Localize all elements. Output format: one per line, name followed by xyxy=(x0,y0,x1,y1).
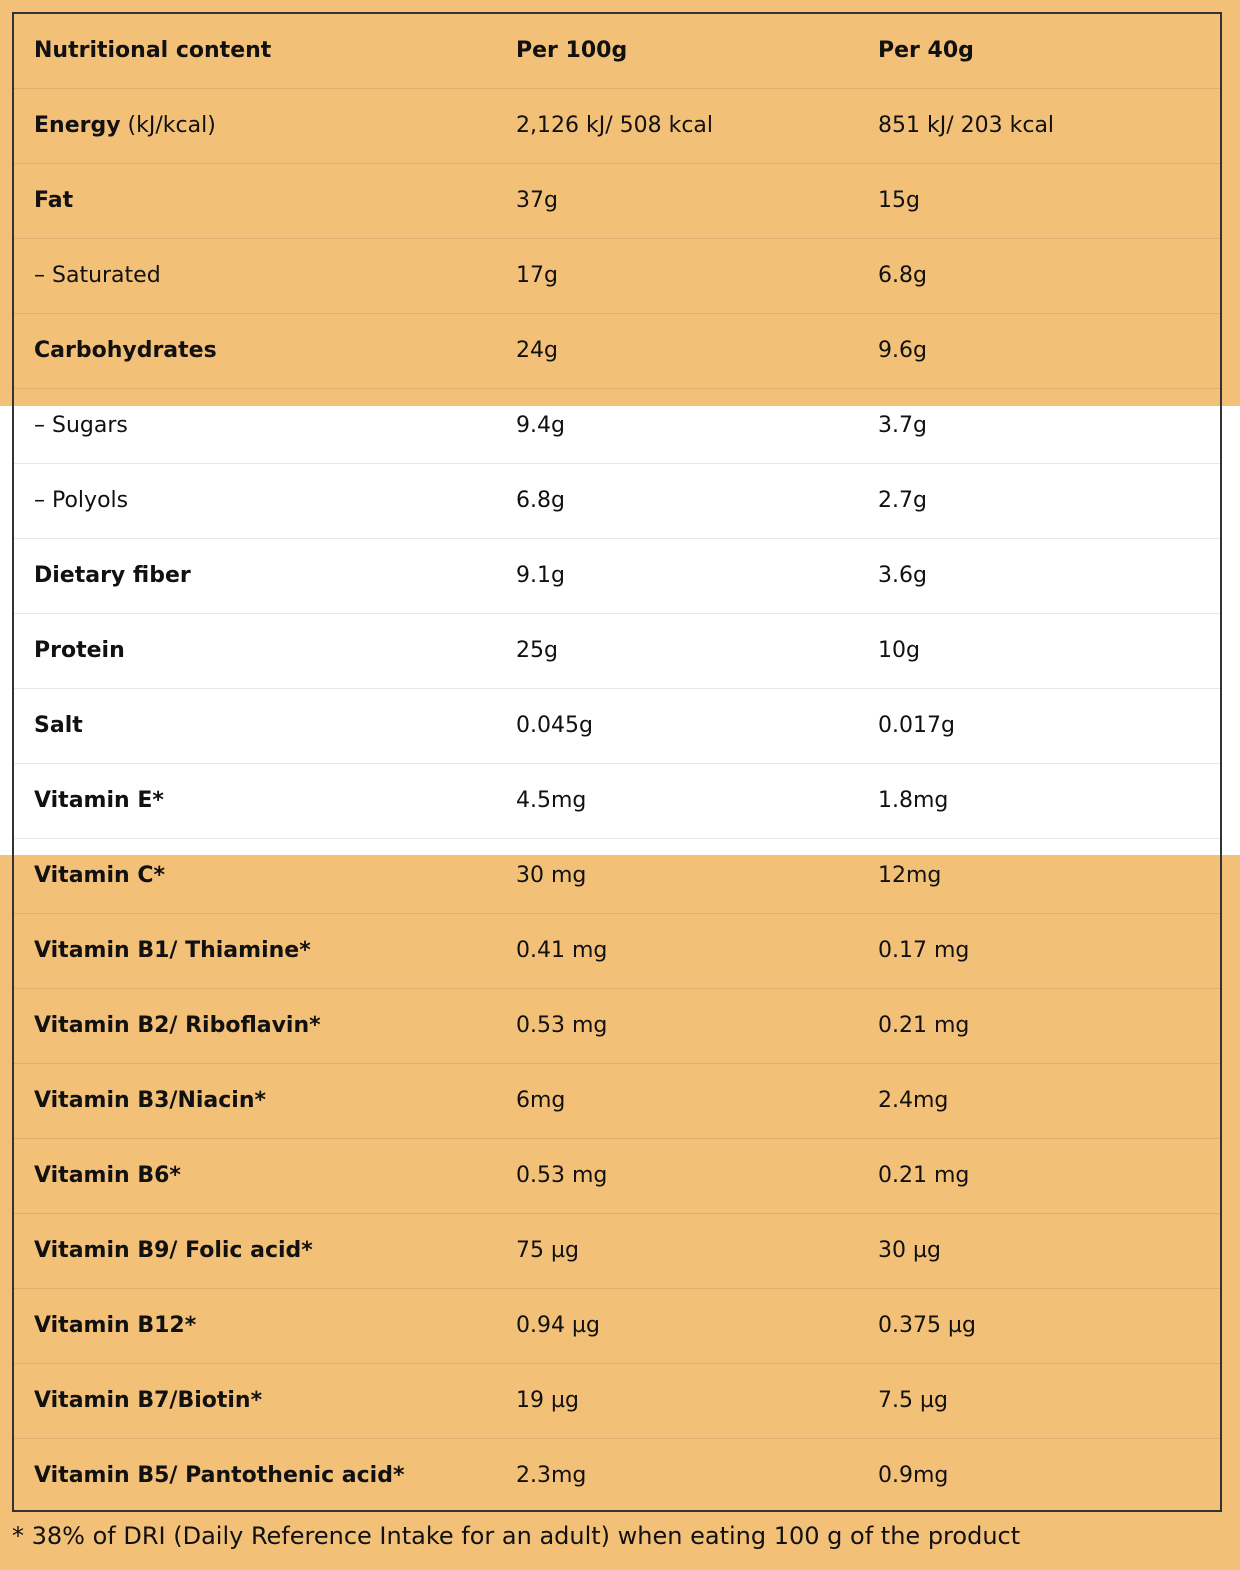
nutrient-name-bold: Vitamin B7/Biotin* xyxy=(34,1388,263,1413)
value-per-100g: 0.045g xyxy=(516,713,593,738)
value-per-100g: 24g xyxy=(516,338,558,363)
table-row xyxy=(14,1289,1220,1364)
value-per-40g: 0.9mg xyxy=(878,1463,949,1488)
table-row xyxy=(14,989,1220,1064)
nutrient-name-bold: Vitamin B5/ Pantothenic acid* xyxy=(34,1463,405,1488)
table-row xyxy=(14,614,1220,689)
table-row xyxy=(14,539,1220,614)
value-per-100g: 0.41 mg xyxy=(516,938,608,963)
value-per-40g: 9.6g xyxy=(878,338,927,363)
nutrient-name xyxy=(34,314,217,388)
header-per-40g: Per 40g xyxy=(878,38,974,63)
nutrient-name xyxy=(34,1139,181,1213)
value-per-40g: 3.6g xyxy=(878,563,927,588)
nutrient-name xyxy=(34,239,161,313)
nutrient-name-bold: Salt xyxy=(34,713,83,738)
table-row xyxy=(14,764,1220,839)
header-nutritional-content: Nutritional content xyxy=(34,38,272,63)
table-row xyxy=(14,1364,1220,1439)
table-row xyxy=(14,1214,1220,1289)
nutrient-name-bold: Vitamin B12* xyxy=(34,1313,197,1338)
nutrient-name-normal: – Polyols xyxy=(34,488,129,513)
value-per-100g: 17g xyxy=(516,263,558,288)
value-per-100g: 37g xyxy=(516,188,558,213)
table-row xyxy=(14,1439,1220,1514)
nutrient-name-bold: Vitamin B9/ Folic acid* xyxy=(34,1238,313,1263)
table-row xyxy=(14,239,1220,314)
nutrient-name-bold: Vitamin B1/ Thiamine* xyxy=(34,938,311,963)
nutrient-name-bold: Carbohydrates xyxy=(34,338,217,363)
value-per-40g: 2.4mg xyxy=(878,1088,949,1113)
table-row xyxy=(14,89,1220,164)
footnote: * 38% of DRI (Daily Reference Intake for an adult) when eating 100 g of the product xyxy=(12,1522,1021,1550)
nutrient-name-bold: Vitamin E* xyxy=(34,788,164,813)
header-per-100g: Per 100g xyxy=(516,38,628,63)
value-per-40g: 0.21 mg xyxy=(878,1013,970,1038)
nutrient-name-bold: Vitamin C* xyxy=(34,863,165,888)
value-per-40g: 15g xyxy=(878,188,920,213)
nutrient-name xyxy=(34,1364,262,1438)
nutrient-name xyxy=(34,1214,313,1288)
nutrient-name-normal: – Sugars xyxy=(34,413,128,438)
value-per-100g: 30 mg xyxy=(516,863,587,888)
value-per-40g: 3.7g xyxy=(878,413,927,438)
nutrient-name-bold: Vitamin B3/Niacin* xyxy=(34,1088,266,1113)
nutrient-name xyxy=(34,464,128,538)
table-row xyxy=(14,914,1220,989)
nutrient-name-normal: (kJ/kcal) xyxy=(120,113,216,138)
value-per-40g: 0.21 mg xyxy=(878,1163,970,1188)
nutrient-name xyxy=(34,389,128,463)
table-row xyxy=(14,164,1220,239)
value-per-100g: 6mg xyxy=(516,1088,566,1113)
nutrient-name-bold: Fat xyxy=(34,188,74,213)
value-per-40g: 0.17 mg xyxy=(878,938,970,963)
nutrient-name-bold: Vitamin B6* xyxy=(34,1163,181,1188)
value-per-100g: 25g xyxy=(516,638,558,663)
value-per-100g: 2,126 kJ/ 508 kcal xyxy=(516,113,714,138)
value-per-40g: 7.5 µg xyxy=(878,1388,948,1413)
value-per-40g: 30 µg xyxy=(878,1238,941,1263)
value-per-100g: 0.53 mg xyxy=(516,1163,608,1188)
table-row xyxy=(14,389,1220,464)
nutrient-name xyxy=(34,689,83,763)
value-per-100g: 0.94 µg xyxy=(516,1313,600,1338)
value-per-100g: 4.5mg xyxy=(516,788,587,813)
nutrient-name xyxy=(34,164,73,238)
nutrient-name xyxy=(34,89,216,163)
nutrient-name-bold: Dietary fiber xyxy=(34,563,191,588)
nutrient-name-normal: – Saturated xyxy=(34,263,161,288)
nutrient-name xyxy=(34,989,321,1063)
nutrient-name-bold: Protein xyxy=(34,638,125,663)
value-per-100g: 6.8g xyxy=(516,488,565,513)
nutrient-name xyxy=(34,1289,196,1363)
value-per-40g: 2.7g xyxy=(878,488,927,513)
value-per-100g: 9.4g xyxy=(516,413,565,438)
value-per-40g: 0.375 µg xyxy=(878,1313,976,1338)
value-per-40g: 0.017g xyxy=(878,713,955,738)
nutrient-name xyxy=(34,914,311,988)
value-per-100g: 75 µg xyxy=(516,1238,579,1263)
value-per-40g: 1.8mg xyxy=(878,788,949,813)
nutrient-name-bold: Vitamin B2/ Riboflavin* xyxy=(34,1013,321,1038)
nutrient-name xyxy=(34,1064,266,1138)
table-row xyxy=(14,839,1220,914)
table-header-row xyxy=(14,14,1220,89)
value-per-100g: 2.3mg xyxy=(516,1463,587,1488)
nutrient-name xyxy=(34,839,165,913)
value-per-100g: 0.53 mg xyxy=(516,1013,608,1038)
nutrient-name xyxy=(34,1439,404,1513)
nutrient-name xyxy=(34,539,191,613)
value-per-100g: 9.1g xyxy=(516,563,565,588)
value-per-40g: 10g xyxy=(878,638,920,663)
table-row xyxy=(14,689,1220,764)
value-per-40g: 851 kJ/ 203 kcal xyxy=(878,113,1055,138)
table-row xyxy=(14,314,1220,389)
nutrient-name-bold: Energy xyxy=(34,113,121,138)
value-per-40g: 12mg xyxy=(878,863,942,888)
table-row xyxy=(14,1064,1220,1139)
table-row xyxy=(14,464,1220,539)
value-per-100g: 19 µg xyxy=(516,1388,579,1413)
table-row xyxy=(14,1139,1220,1214)
nutrient-name xyxy=(34,614,125,688)
nutrient-name xyxy=(34,764,164,838)
value-per-40g: 6.8g xyxy=(878,263,927,288)
